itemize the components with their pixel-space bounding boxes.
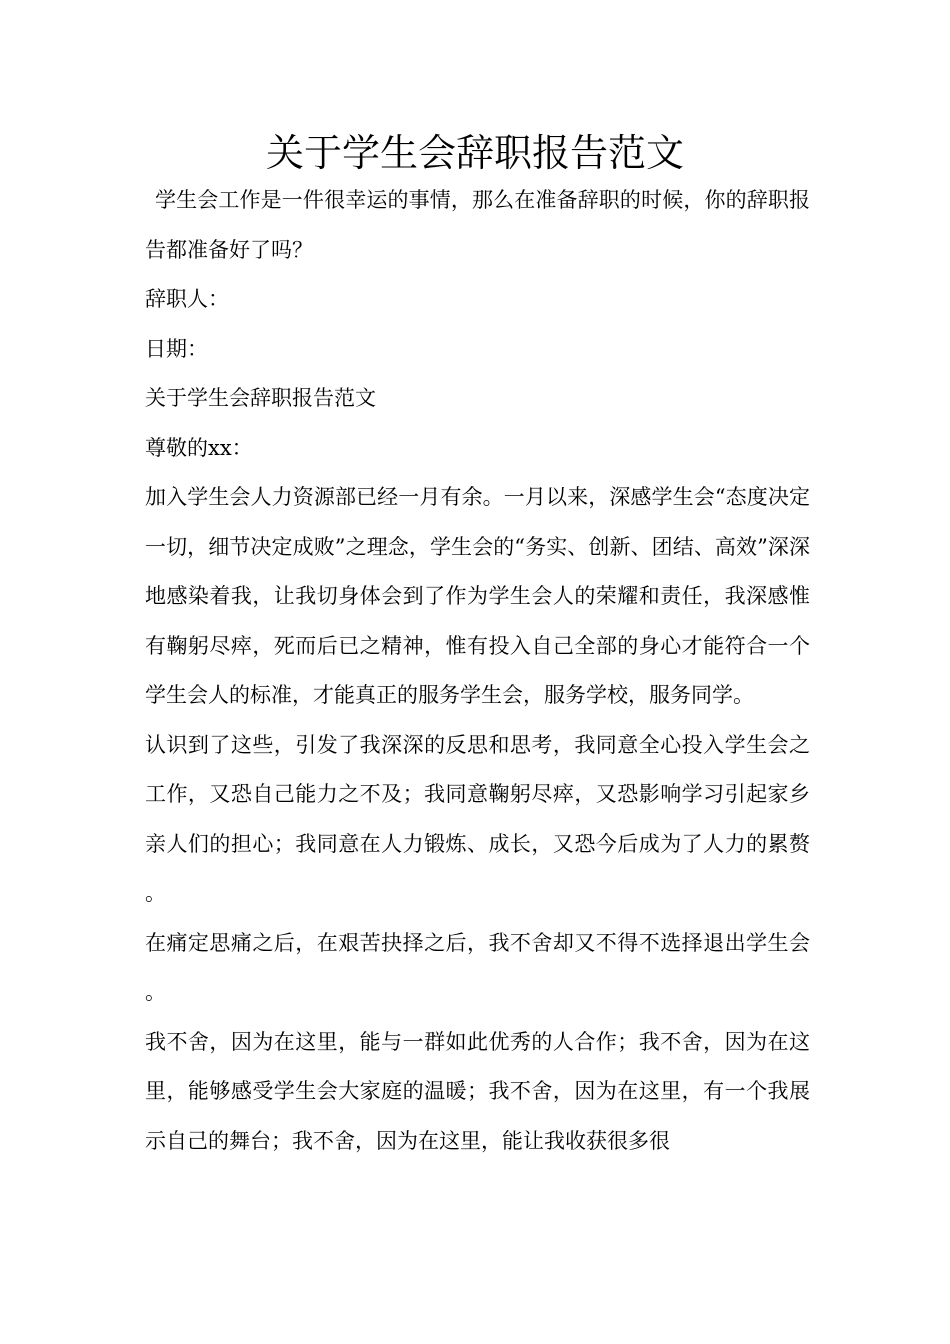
document-body — [145, 176, 810, 1166]
salutation: 尊敬的xx： — [145, 435, 253, 460]
document-subtitle: 关于学生会辞职报告范文 — [145, 386, 376, 410]
body-paragraph-2: 认识到了这些，引发了我深深的反思和思考，我同意全心投入学生会之工作，又恐自己能力之不及；我同意鞠躬尽瘁，又恐影响学习引起家乡亲人们的担心；我同意在人力锻炼、成长，又恐今后成为了人力的累赘。 — [145, 732, 810, 905]
resigner-label: 辞职人： — [145, 287, 229, 311]
body-paragraph-3: 在痛定思痛之后，在艰苦抉择之后，我不舍却又不得不选择退出学生会。 — [145, 930, 810, 1004]
body-paragraph-4: 我不舍，因为在这里，能与一群如此优秀的人合作；我不舍，因为在这里，能够感受学生会大家庭的温暖；我不舍，因为在这里，有一个我展示自己的舞台；我不舍，因为在这里，能让我收获很多很 — [145, 1029, 810, 1153]
body-paragraph-1: 加入学生会人力资源部已经一月有余。一月以来，深感学生会“态度决定一切，细节决定成败”之理念，学生会的“务实、创新、团结、高效”深深地感染着我，让我切身体会到了作为学生会人的荣耀和责任，我深感惟有鞠躬尽瘁，死而后已之精神，惟有投入自己全部的身心才能符合一个学生会人的标准，才能真正的服务学生会，服务学校，服务同学。 — [145, 485, 810, 707]
document-title: 关于学生会辞职报告范文 — [265, 131, 684, 175]
date-label: 日期： — [145, 336, 208, 361]
intro-paragraph: 学生会工作是一件很幸运的事情，那么在准备辞职的时候，你的辞职报告都准备好了吗？ — [145, 188, 810, 262]
